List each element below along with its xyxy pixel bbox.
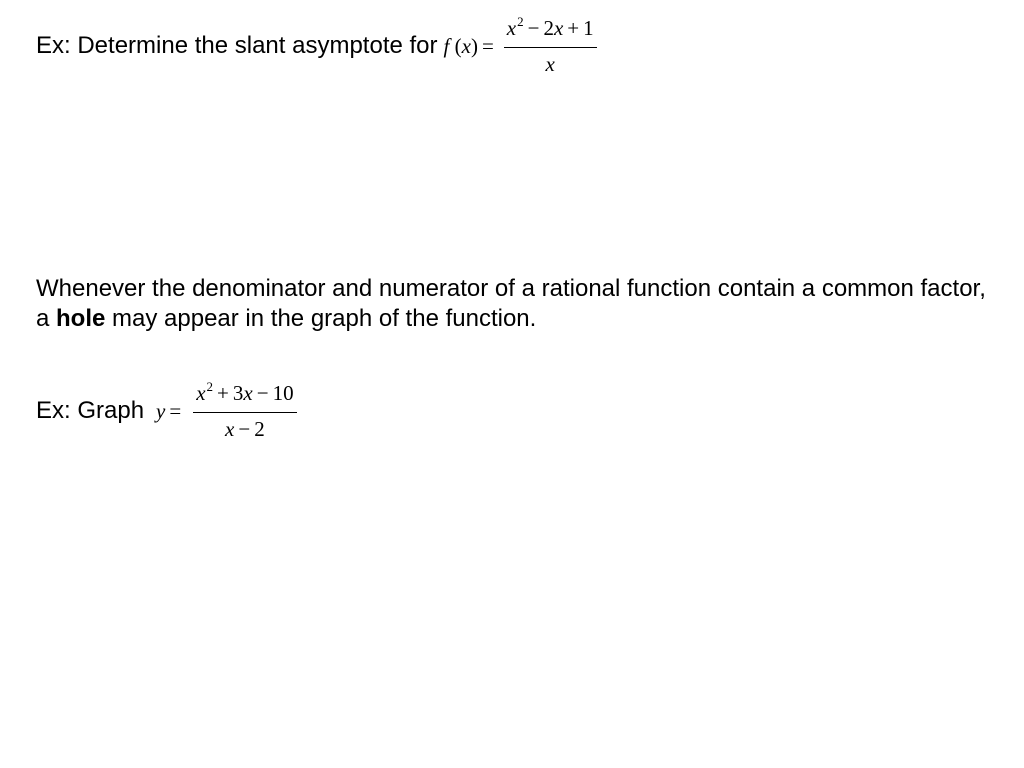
numerator-coefficient: 2 xyxy=(543,16,554,40)
numerator-minus: − xyxy=(256,381,269,405)
example-2-fraction xyxy=(193,381,296,441)
lhs-variable: y xyxy=(156,398,166,423)
numerator-exponent: 2 xyxy=(206,379,214,394)
numerator-x-term: x xyxy=(553,16,564,40)
denominator-constant: 2 xyxy=(254,417,265,441)
numerator-minus: − xyxy=(527,16,540,40)
paragraph-text-before: Whenever the denominator and numerator of a rational function contain a common factor, a xyxy=(36,275,986,332)
example-2-prompt: Ex: Graph xyxy=(36,397,145,424)
hole-definition-paragraph xyxy=(36,274,996,334)
example-1-numerator xyxy=(504,16,597,47)
paragraph-text-after: may appear in the graph of the function. xyxy=(105,305,537,332)
example-2 xyxy=(36,375,297,447)
paragraph-bold-term: hole xyxy=(56,305,106,332)
example-2-lhs xyxy=(156,399,185,424)
example-1-fraction xyxy=(504,16,597,76)
open-paren: ( xyxy=(454,33,462,58)
denominator-x: x xyxy=(225,417,235,441)
example-1 xyxy=(36,8,597,84)
numerator-x: x xyxy=(506,16,517,40)
numerator-constant: 10 xyxy=(272,381,294,405)
example-2-numerator xyxy=(193,381,296,412)
numerator-x: x xyxy=(196,381,206,405)
function-variable: x xyxy=(461,33,471,58)
numerator-exponent: 2 xyxy=(517,14,524,29)
example-1-prompt: Ex: Determine the slant asymptote for xyxy=(36,32,438,59)
example-1-function-lhs xyxy=(444,34,498,59)
numerator-constant: 1 xyxy=(583,16,594,40)
function-name: f xyxy=(443,33,450,58)
close-paren: ) xyxy=(470,33,478,58)
example-1-denominator: x xyxy=(545,52,555,76)
equals-sign: = xyxy=(169,398,182,423)
numerator-plus: + xyxy=(567,16,580,40)
equals-sign: = xyxy=(481,33,494,58)
denominator-minus: − xyxy=(238,417,251,441)
numerator-x-term: x xyxy=(243,381,253,405)
numerator-coefficient: 3 xyxy=(232,381,244,405)
example-2-denominator xyxy=(225,413,265,441)
numerator-plus: + xyxy=(217,381,229,405)
